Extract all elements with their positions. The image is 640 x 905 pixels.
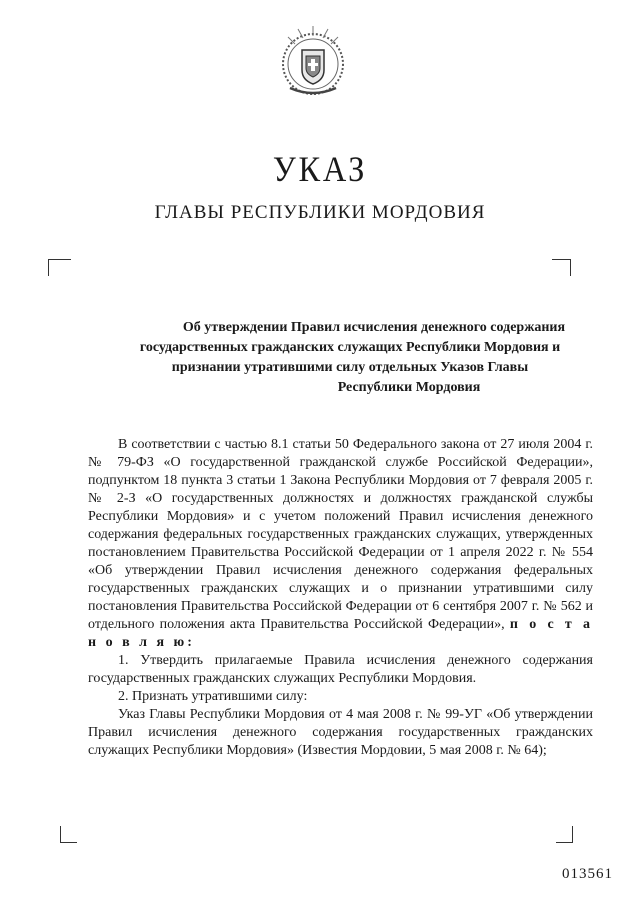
- issuer-heading: ГЛАВЫ РЕСПУБЛИКИ МОРДОВИЯ: [154, 202, 486, 223]
- corner-mark-bottom-right: [556, 826, 573, 843]
- preamble-text: В соответствии с частью 8.1 статьи 50 Федерального закона от 27 июля 2004 г. № 79-ФЗ «О государственной гражданской службе Российской Федерации», подпунктом 18 пункта 3 статьи 1 Закона Республики Мордовия от 7 февраля 2005 г. № 2-З «О государственных должностях и должностях гражданской службы Республики Мордовия» и с учетом положений Правил исчисления денежного содержания федеральных государственных гражданских служащих, утвержденных постановлением Правительства Российской Федерации от 1 апреля 2022 г. № 554 «Об утверждении Правил исчисления денежного содержания федеральных государственных гражданских служащих и о признании утратившими силу постановления Правительства Российской Федерации от 6 сентября 2007 г. № 562 и отдельного положения акта Правительства Российской Федерации»,: [88, 437, 593, 632]
- item-2-sub-paragraph: Указ Главы Республики Мордовия от 4 мая 2008 г. № 99-УГ «Об утверждении Правил исчисления денежного содержания государственных гражданских служащих Республики Мордовия» (Известия Мордовии, 5 мая 2008 г. № 64);: [88, 707, 593, 758]
- title-line: государственных гражданских служащих Республики Мордовия и: [139, 340, 561, 355]
- title-line: признании утратившими силу отдельных Указов Главы: [171, 360, 529, 375]
- corner-mark-bottom-left: [60, 826, 77, 843]
- corner-mark-top-left: [48, 259, 71, 276]
- item-1-paragraph: 1. Утвердить прилагаемые Правила исчисления денежного содержания государственных гражданских служащих Республики Мордовия.: [88, 653, 593, 686]
- item-2-paragraph: 2. Признать утратившими силу:: [118, 689, 308, 704]
- title-line: Об утверждении Правил исчисления денежного содержания: [182, 320, 566, 335]
- document-body: [88, 436, 593, 760]
- document-title: [100, 318, 600, 398]
- document-number: 013561: [562, 866, 613, 882]
- preamble-paragraph: [88, 436, 593, 652]
- corner-mark-top-right: [552, 259, 571, 276]
- document-type-heading: УКАЗ: [272, 149, 368, 189]
- title-line: Республики Мордовия: [337, 380, 481, 395]
- resolve-keyword: п о с т а н о в л я ю:: [88, 617, 594, 650]
- coat-of-arms-icon: [276, 22, 350, 102]
